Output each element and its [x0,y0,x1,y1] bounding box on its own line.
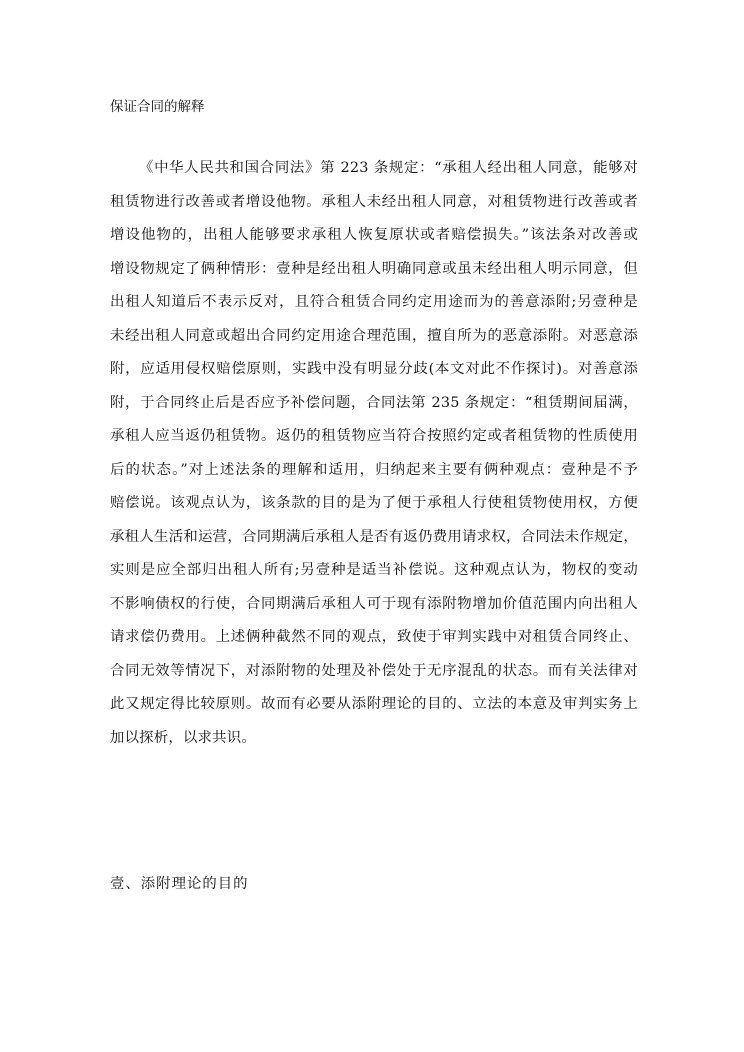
paragraph-line: 此又规定得比较原则。故而有必要从添附理论的目的、立法的本意及审判实务上 [110,696,638,712]
paragraph-line: 合同无效等情况下，对添附物的处理及补偿处于无序混乱的状态。而有关法律对 [110,662,638,679]
paragraph-line: 加以探析，以求共识。 [110,729,256,746]
paragraph-line: 承租人应当返仍租赁物。返仍的租赁物应当符合按照约定或者租赁物的性质使用 [110,428,638,444]
body-paragraph [110,152,638,755]
paragraph-line: 不影响债权的行使，合同期满后承租人可于现有添附物增加价值范围内向出租人 [110,595,638,612]
paragraph-line: 实则是应全部归出租人所有;另壹种是适当补偿说。这种观点认为，物权的变动 [110,562,638,578]
paragraph-line: 增设物规定了俩种情形：壹种是经出租人明确同意或虽未经出租人明示同意，但 [110,260,638,277]
paragraph-line: 增设他物的，出租人能够要求承租人恢复原状或者赔偿损失。”该法条对改善或 [110,227,638,243]
paragraph-line: 《中华人民共和国合同法》第 223 条规定：“承租人经出租人同意，能够对 [139,160,638,176]
paragraph-line: 后的状态。”对上述法条的理解和适用，归纳起来主要有俩种观点：壹种是不予 [110,461,638,478]
paragraph-line: 租赁物进行改善或者增设他物。承租人未经出租人同意，对租赁物进行改善或者 [110,193,638,210]
paragraph-line: 请求偿仍费用。上述俩种截然不同的观点，致使于审判实践中对租赁合同终止、 [110,629,638,645]
paragraph-line: 承租人生活和运营，合同期满后承租人是否有返仍费用请求权，合同法未作规定， [110,528,638,545]
document-title: 保证合同的解释 [110,99,205,115]
paragraph-line: 未经出租人同意或超出合同约定用途合理范围，擅自所为的恶意添附。对恶意添 [110,327,638,344]
section-heading: 壹、添附理论的目的 [110,876,249,892]
paragraph-line: 附，于合同终止后是否应予补偿问题，合同法第 235 条规定：“租赁期间届满， [110,394,638,411]
paragraph-line: 赔偿说。该观点认为，该条款的目的是为了便于承租人行使租赁物使用权，方便 [110,495,638,511]
paragraph-line: 出租人知道后不表示反对，且符合租赁合同约定用途而为的善意添附;另壹种是 [110,294,638,310]
paragraph-line: 附，应适用侵权赔偿原则，实践中没有明显分歧(本文对此不作探讨)。对善意添 [110,361,638,377]
